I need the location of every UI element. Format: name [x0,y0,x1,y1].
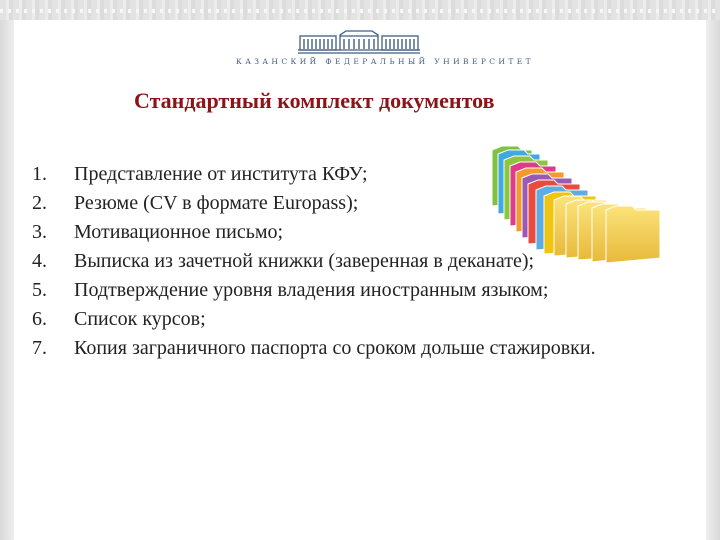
list-item-text: Список курсов; [74,308,206,330]
documents-list [32,160,672,363]
list-item-text: Копия заграничного паспорта со сроком дольше стажировки. [74,337,596,359]
list-item [32,247,672,276]
top-decorative-band [0,0,720,20]
list-item-number: 7. [32,337,47,359]
list-item-text: Резюме (CV в формате Europass); [74,192,359,214]
university-building-icon [296,27,422,55]
list-item [32,160,672,189]
list-item-number: 4. [32,250,47,272]
slide-title: Стандартный комплект документов [134,88,495,113]
list-item-text: Выписка из зачетной книжки (заверенная в деканате); [74,250,535,272]
list-item-text: Мотивационное письмо; [74,221,284,243]
list-item-number: 2. [32,192,47,214]
list-item [32,189,672,218]
left-side-bar [0,20,14,540]
list-item-number: 6. [32,308,47,330]
list-item-number: 3. [32,221,47,243]
list-item-number: 1. [32,163,47,185]
right-side-bar [706,20,720,540]
list-item [32,218,672,247]
list-item-number: 5. [32,279,47,301]
list-item [32,305,672,334]
university-name: КАЗАНСКИЙ ФЕДЕРАЛЬНЫЙ УНИВЕРСИТЕТ [236,57,535,66]
list-item-text: Представление от института КФУ; [74,163,368,185]
list-item-text: Подтверждение уровня владения иностранным языком; [74,279,549,301]
list-item [32,334,672,363]
list-item [32,276,672,305]
